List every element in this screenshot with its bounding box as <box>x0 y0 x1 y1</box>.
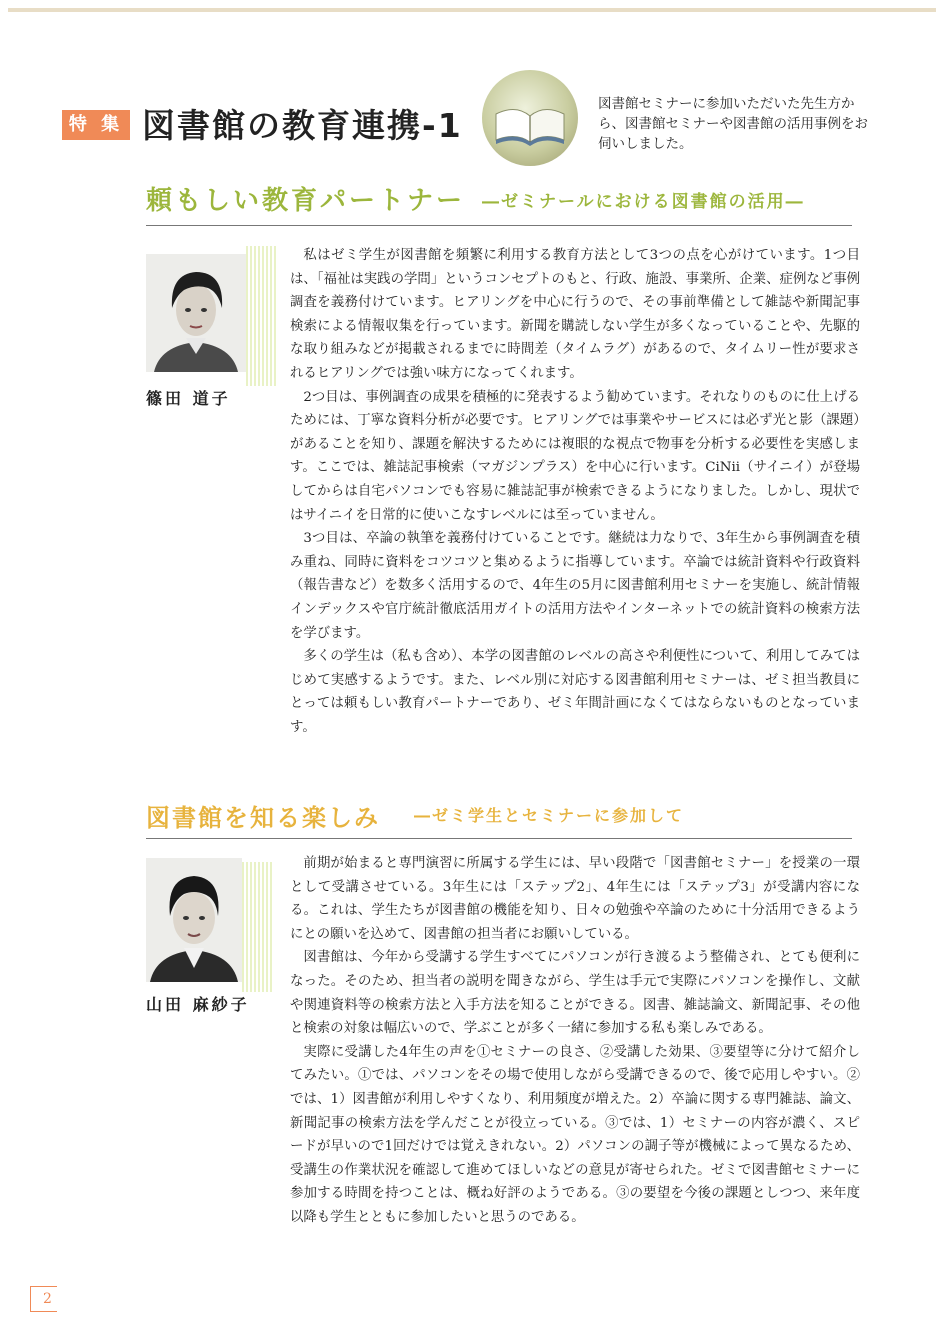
section2-subtitle: ―ゼミ学生とセミナーに参加して <box>414 806 685 825</box>
author2-portrait <box>146 858 242 982</box>
page-number-badge <box>30 1286 60 1312</box>
section1-paragraph: 私はゼミ学生が図書館を頻繁に利用する教育方法として3つの点を心がけています。1つ目は、「福祉は実践の学問」というコンセプトのもと、行政、施設、事業所、企業、症例など事例調査を義務付けています。ヒアリングを中心に行うので、その事前準備として雑誌や新聞記事検索による情報収集を行っています。新聞を購読しない学生が多くなっていることや、先駆的な取り組みなどが掲載されるまでに時間差（タイムラグ）があるので、タイムリー性が要求されるヒアリングでは強い味方になってくれます。 <box>290 248 860 381</box>
author1-name: 篠田 道子 <box>146 389 231 408</box>
section2-paragraph: 図書館は、今年から受講する学生すべてにパソコンが行き渡るよう整備され、とても便利になった。そのため、担当者の説明を聞きながら、学生は手元で実際にパソコンを操作し、文献や関連資料等の検索方法と入手方法を知ることができる。図書、雑誌論文、新聞記事、その他と検索の対象は幅広いので、学ぶことが多く一緒に参加する私も楽しみである。 <box>290 950 860 1037</box>
portrait-stripe-decoration <box>246 246 276 386</box>
author2-name: 山田 麻紗子 <box>146 995 250 1014</box>
section1-paragraph: 3つ目は、卒論の執筆を義務付けていることです。継続は力なりで、3年生から事例調査を積み重ね、同時に資料をコツコツと集めるように指導しています。卒論では統計資料や行政資料（報告書など）を数多く活用するので、4年生の5月に図書館利用セミナーを実施し、統計情報インデックスや官庁統計徹底活用ガイトの活用方法やインターネットでの統計資料の検索方法を学びます。 <box>290 531 860 641</box>
author1-portrait <box>146 254 246 372</box>
intro-text: 図書館セミナーに参加いただいた先生方から、図書館セミナーや図書館の活用事例をお伺いしました。 <box>598 96 868 152</box>
page-number: 2 <box>43 1291 52 1307</box>
feature-tag: 特 集 <box>62 110 130 140</box>
section1-body <box>290 244 860 739</box>
open-book-photo-icon <box>482 70 578 166</box>
section2-body <box>290 852 860 1230</box>
section1-subtitle: ―ゼミナールにおける図書館の活用― <box>482 192 805 212</box>
section1-paragraph: 2つ目は、事例調査の成果を積極的に発表するよう勧めています。それなりのものに仕上げるためには、丁寧な資料分析が必要です。ヒアリングでは事業やサービスには必ず光と影（課題）があることを知り、課題を解決するためには複眼的な視点で物事を分析する必要性を実感します。ここでは、雑誌記事検索（マガジンプラス）を中心に行います。CiNii（サイニイ）が登場してからは自宅パソコンでも容易に雑誌記事が検索できるようになりました。しかし、現状ではサイニイを日常的に使いこなすレベルには至っていません。 <box>290 389 860 523</box>
section2-paragraph: 前期が始まると専門演習に所属する学生には、早い段階で「図書館セミナー」を授業の一環として受講させている。3年生には「ステップ2」、4年生には「ステップ3」が受講内容になる。これは、学生たちが図書館の機能を知り、日々の勉強や卒論のために十分活用できるようにとの願いを込めて、図書館の担当者にお願いしている。 <box>290 856 860 942</box>
section2-paragraph: 実際に受講した4年生の声を①セミナーの良さ、②受講した効果、③要望等に分けて紹介してみたい。①では、パソコンをその場で使用しながら受講できるので、後で応用しやすい。②では、1）図書館が利用しやすくなり、利用頻度が増えた。2）卒論に関する専門雑誌、論文、新聞記事の検索方法を学んだことが役立っている。③では、1）セミナーの内容が濃く、スピードが早いので1回だけでは覚えきれない。2）パソコンの調子等が機械によって異なるため、受講生の作業状況を確認して進めてほしいなどの意見が寄せられた。ゼミで図書館セミナーに参加する時間を持つことは、概ね好評のようである。③の要望を今後の課題としつつ、来年度以降も学生とともに参加したいと思うのである。 <box>290 1044 860 1225</box>
top-decorative-bar <box>8 8 936 12</box>
section2-title: 図書館を知る楽しみ <box>146 804 380 832</box>
portrait-stripe-decoration <box>242 862 272 992</box>
section2-divider <box>146 838 852 839</box>
section1-paragraph: 多くの学生は（私も含め）、本学の図書館のレベルの高さや利便性について、利用してみてはじめて実感するようです。また、レベル別に対応する図書館利用セミナーは、ゼミ担当教員にとっては頼もしい教育パートナーであり、ゼミ年間計画になくてはならないものとなっています。 <box>290 649 860 735</box>
section1-title: 頼もしい教育パートナー <box>146 186 466 216</box>
page-title: 図書館の教育連携-1 <box>142 106 463 145</box>
section1-divider <box>146 225 852 226</box>
